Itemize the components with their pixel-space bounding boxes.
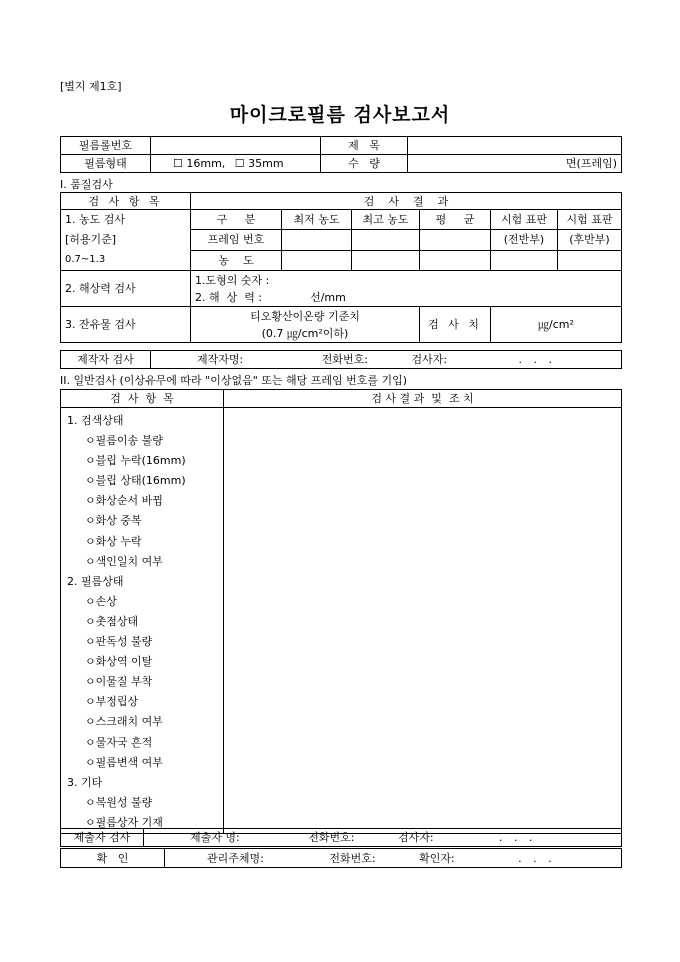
header-table <box>60 136 622 173</box>
form-number-label: [별지 제1호] <box>60 80 122 93</box>
max-frame-cell[interactable] <box>352 230 420 250</box>
general-check-table <box>60 389 622 834</box>
roll-number-label: 필름롤번호 <box>61 137 151 155</box>
confirm-table <box>60 848 622 868</box>
check-item: 1. 검색상태 <box>67 414 124 427</box>
check-item: ㅇ부정립상 <box>85 695 139 709</box>
check-item: ㅇ촛점상태 <box>85 614 139 628</box>
submitter-name-label: 제출자 명: <box>190 831 240 844</box>
col-item-header: 검 사 항 목 <box>61 193 191 210</box>
min-density-cell[interactable] <box>282 250 352 270</box>
test-chart-back-header: 시험 표판 <box>558 210 622 230</box>
section1-title: I. 품질검사 <box>60 178 113 191</box>
residue-unit[interactable]: ㎍/cm² <box>491 307 622 343</box>
confirm-phone-label: 전화번호: <box>329 851 376 865</box>
residue-standard: 티오황산이온량 기준치 (0.7 ㎍/cm²이하) <box>191 307 420 343</box>
min-frame-cell[interactable] <box>282 230 352 250</box>
maker-check-label: 제작자 검사 <box>61 351 151 369</box>
front-density-cell[interactable] <box>491 250 558 270</box>
avg-frame-cell[interactable] <box>420 230 491 250</box>
check-item: ㅇ필름변색 여부 <box>85 755 163 769</box>
option-16mm[interactable]: ☐ 16mm, <box>173 157 226 170</box>
maker-check-table <box>60 350 622 369</box>
residue-check-value-label: 검 사 치 <box>420 307 491 343</box>
check-item: 3. 기타 <box>67 775 103 789</box>
general-result-area[interactable] <box>224 408 622 834</box>
option-35mm[interactable]: ☐ 35mm <box>234 157 284 170</box>
maker-check-fields[interactable] <box>151 351 622 369</box>
quantity-label: 수 량 <box>321 155 408 173</box>
submitter-phone-label: 전화번호: <box>308 831 355 844</box>
residue-check-label: 3. 잔유물 검사 <box>61 307 191 343</box>
check-item: ㅇ물자국 흔적 <box>85 735 153 749</box>
resolution-check-label: 2. 해상력 검사 <box>61 271 191 307</box>
maker-inspector-label: 검사자: <box>411 353 448 366</box>
check-item: 2. 필름상태 <box>67 574 124 588</box>
general-item-header: 검 사 항 목 <box>61 390 224 408</box>
back-sub-label: (후반부) <box>558 230 622 250</box>
general-result-header: 검 사 결 과 및 조 치 <box>224 390 622 408</box>
category-header: 구 분 <box>191 210 282 230</box>
submitter-check-label: 제출자 검사 <box>61 829 144 847</box>
check-item: ㅇ색인일치 여부 <box>85 554 163 568</box>
confirm-date: . . . <box>518 851 556 865</box>
submitter-inspector-label: 검사자: <box>397 831 434 844</box>
density-row-label: 농 도 <box>191 250 282 270</box>
check-item: ㅇ화상순서 바뀜 <box>85 494 163 508</box>
check-item: ㅇ블립 상태(16mm) <box>85 474 186 488</box>
max-density-cell[interactable] <box>352 250 420 270</box>
page-title: 마이크로필름 검사보고서 <box>229 104 451 126</box>
check-item: ㅇ판독성 불량 <box>85 635 153 649</box>
submitter-table <box>60 828 622 847</box>
film-form-options[interactable] <box>151 155 321 173</box>
film-form-label: 필름형태 <box>61 155 151 173</box>
frame-number-label: 프레임 번호 <box>191 230 282 250</box>
check-item: ㅇ복원성 불량 <box>85 795 153 809</box>
check-item: ㅇ손상 <box>85 594 117 608</box>
average-header: 평 균 <box>420 210 491 230</box>
col-result-header: 검 사 결 과 <box>191 193 622 210</box>
submitter-date: . . . <box>499 831 537 844</box>
roll-number-field[interactable] <box>151 137 321 155</box>
front-sub-label: (전반부) <box>491 230 558 250</box>
check-item: ㅇ블립 누락(16mm) <box>85 454 186 468</box>
check-item: ㅇ스크래치 여부 <box>85 715 163 729</box>
avg-density-cell[interactable] <box>420 250 491 270</box>
test-chart-front-header: 시험 표판 <box>491 210 558 230</box>
confirmer-label: 확인자: <box>419 851 455 865</box>
density-check-label: 1. 농도 검사 [허용기준] 0.7~1.3 <box>61 210 191 271</box>
resolution-result[interactable]: 1.도형의 숫자 : 2. 해 상 력 : 선/mm <box>191 271 622 307</box>
confirm-fields[interactable] <box>165 849 622 868</box>
back-density-cell[interactable] <box>558 250 622 270</box>
section2-title: II. 일반검사 (이상유무에 따라 "이상없음" 또는 해당 프레임 번호를 기입) <box>60 374 408 387</box>
maker-phone-label: 전화번호: <box>321 353 368 366</box>
check-item: ㅇ이물질 부착 <box>85 675 153 689</box>
confirm-label: 확 인 <box>61 849 165 868</box>
quantity-unit[interactable]: 면(프레임) <box>408 155 622 173</box>
check-item: ㅇ화상 중복 <box>85 514 142 528</box>
check-item: ㅇ필름상자 기재 <box>85 815 163 829</box>
check-item: ㅇ화상 누락 <box>85 534 142 548</box>
submitter-fields[interactable] <box>144 829 622 847</box>
subject-field[interactable] <box>408 137 622 155</box>
maker-date: . . . <box>518 353 557 366</box>
maker-name-label: 제작자명: <box>197 353 244 366</box>
check-item: ㅇ필름이송 불량 <box>85 434 163 448</box>
quality-table <box>60 192 622 343</box>
check-item: ㅇ화상역 이탈 <box>85 655 153 669</box>
max-density-header: 최고 농도 <box>352 210 420 230</box>
subject-label: 제 목 <box>321 137 408 155</box>
general-items-list <box>61 408 224 834</box>
min-density-header: 최저 농도 <box>282 210 352 230</box>
org-name-label: 관리주체명: <box>207 851 264 865</box>
